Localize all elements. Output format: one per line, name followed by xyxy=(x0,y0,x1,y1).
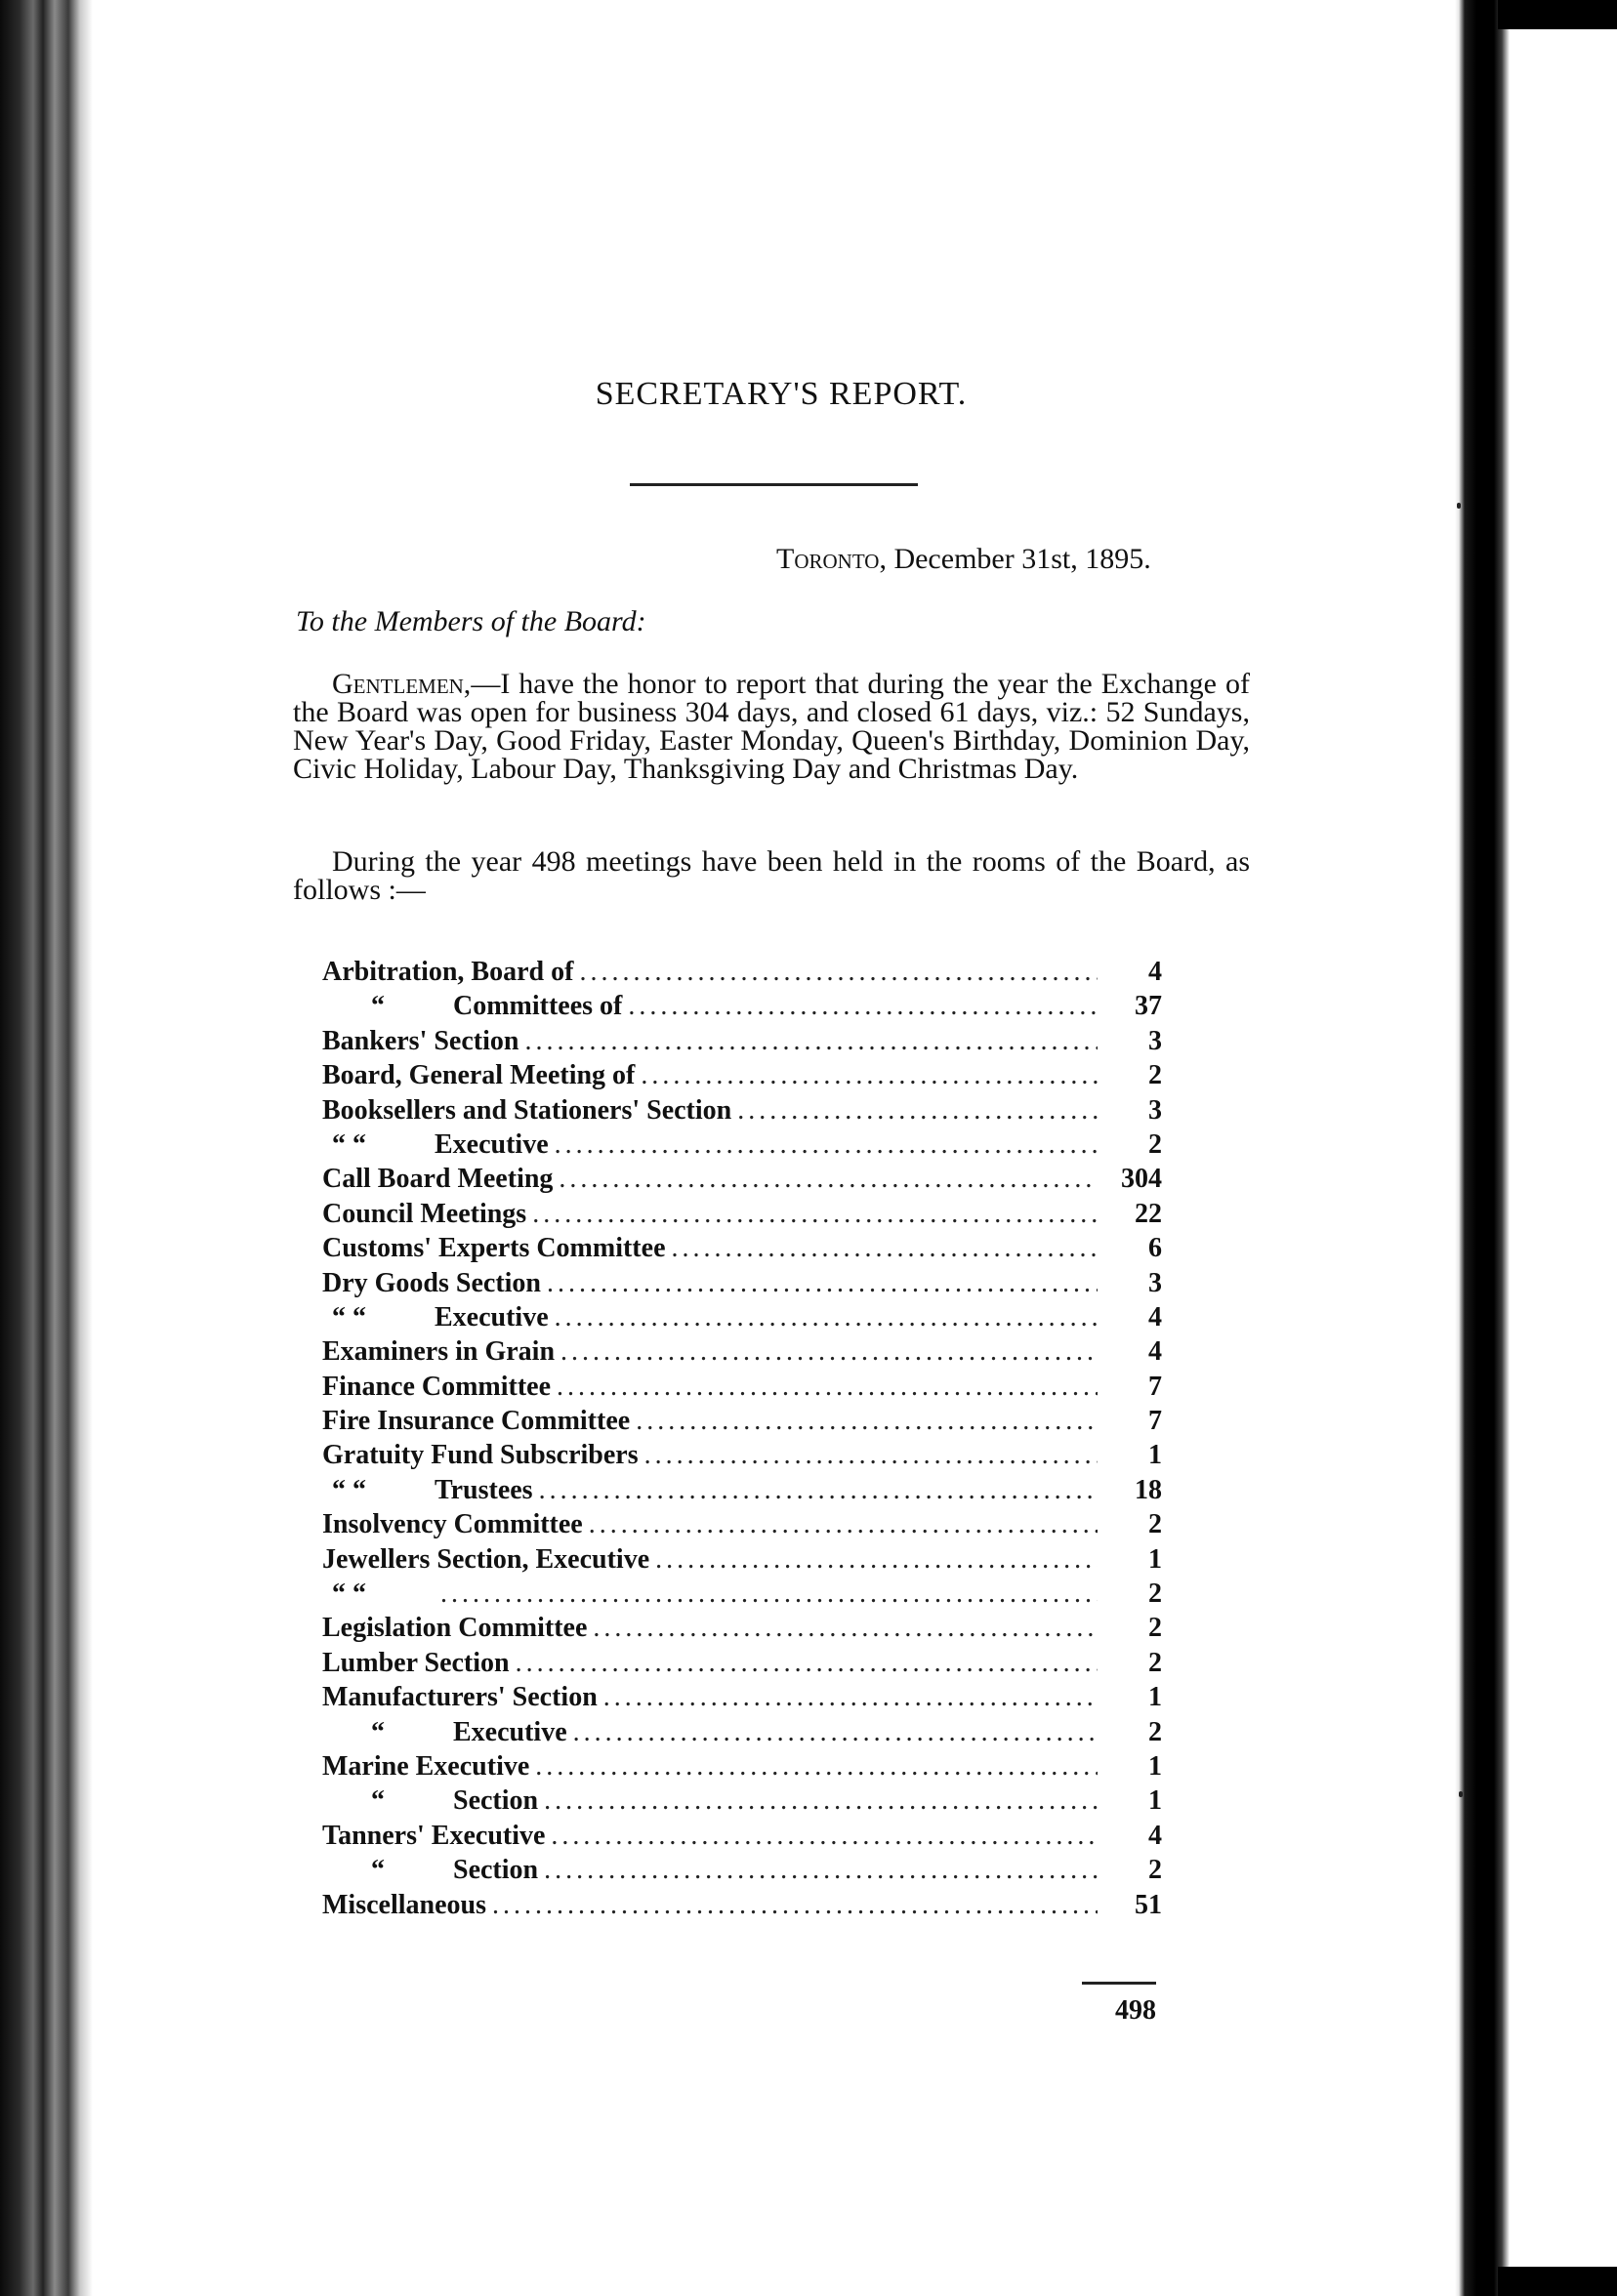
dot-leader xyxy=(579,957,1098,988)
meeting-count: 1 xyxy=(1148,1682,1162,1713)
meeting-row xyxy=(322,1648,1162,1682)
dot-leader xyxy=(524,1026,1098,1057)
meeting-count: 304 xyxy=(1121,1164,1162,1195)
meeting-count: 1 xyxy=(1148,1440,1162,1471)
meeting-count: 4 xyxy=(1148,1336,1162,1368)
meeting-label xyxy=(322,1648,510,1679)
dot-leader xyxy=(603,1682,1098,1713)
meeting-label xyxy=(322,1372,551,1403)
meeting-count: 1 xyxy=(1148,1785,1162,1817)
meeting-row xyxy=(322,1717,1162,1751)
meeting-label xyxy=(322,1095,731,1127)
dateline-city: Toronto xyxy=(776,543,880,575)
meeting-row xyxy=(322,1129,1162,1164)
ditto-mark: “ “ xyxy=(332,1578,366,1610)
meeting-count: 6 xyxy=(1148,1233,1162,1264)
dot-leader xyxy=(555,1129,1098,1161)
meeting-row xyxy=(322,991,1162,1025)
meeting-name: Finance Committee xyxy=(322,1371,552,1402)
meeting-row xyxy=(322,1751,1162,1785)
meeting-name: Executive xyxy=(435,1128,549,1160)
meeting-label xyxy=(322,1578,435,1610)
meeting-name: Board, General Meeting of xyxy=(322,1060,636,1091)
meeting-count: 3 xyxy=(1148,1094,1162,1126)
meeting-row xyxy=(322,1578,1162,1613)
meeting-count: 7 xyxy=(1148,1406,1162,1437)
meeting-name: Arbitration, Board of xyxy=(322,957,574,987)
meeting-label xyxy=(322,1406,630,1437)
dot-leader xyxy=(539,1475,1098,1506)
meeting-count: 18 xyxy=(1135,1474,1162,1505)
dot-leader xyxy=(535,1751,1098,1783)
paragraph-text: —I have the honor to report that during the year the Exchange of the Board was open for business 304 days, and closed 61 days, viz.: 52 Sundays, New Year's Day, Good Friday, Easter Monday, Queen's Birthday, Dominion Day, Civic Holiday, Labour Day, Thanksgiving Day and Christmas Day. xyxy=(293,668,1250,785)
report-paragraph-1 xyxy=(293,670,1250,783)
meeting-row xyxy=(322,1855,1162,1889)
scan-left-edge xyxy=(0,0,93,2296)
meeting-name: Fire Insurance Committee xyxy=(322,1406,631,1437)
meeting-name: Bankers' Section xyxy=(322,1025,519,1056)
meeting-name: Legislation Committee xyxy=(322,1613,588,1644)
meeting-label xyxy=(322,957,573,988)
meeting-label xyxy=(322,1302,549,1333)
meeting-row xyxy=(322,1026,1162,1060)
meeting-count: 51 xyxy=(1135,1889,1162,1920)
meeting-name: Gratuity Fund Subscribers xyxy=(322,1440,639,1471)
meeting-row xyxy=(322,1613,1162,1647)
meeting-row xyxy=(322,1785,1162,1820)
meeting-name: Customs' Experts Committee xyxy=(322,1233,666,1264)
meeting-label xyxy=(322,1164,553,1195)
total-rule xyxy=(1082,1982,1156,1985)
meeting-row xyxy=(322,1821,1162,1855)
dot-leader xyxy=(555,1302,1098,1333)
meeting-row xyxy=(322,1336,1162,1371)
meeting-count: 2 xyxy=(1148,1578,1162,1610)
meeting-row xyxy=(322,1406,1162,1440)
dot-leader xyxy=(557,1372,1098,1403)
meeting-name: Miscellaneous xyxy=(322,1889,486,1920)
meeting-row xyxy=(322,1509,1162,1543)
meeting-label xyxy=(322,1440,639,1471)
scan-right-edge xyxy=(1455,0,1617,2296)
meeting-count: 4 xyxy=(1148,1301,1162,1332)
ditto-mark: “ xyxy=(371,991,385,1022)
meeting-label xyxy=(322,1233,666,1264)
meeting-row xyxy=(322,1372,1162,1406)
scan-speck xyxy=(1457,503,1461,509)
meeting-label xyxy=(322,1785,538,1817)
scan-corner-top xyxy=(1498,0,1617,29)
meeting-count: 2 xyxy=(1148,1855,1162,1886)
salutation: To the Members of the Board: xyxy=(296,605,646,637)
meeting-label xyxy=(322,1890,486,1921)
meetings-list xyxy=(322,957,1162,1924)
meeting-row xyxy=(322,1544,1162,1578)
scan-speck xyxy=(1459,1791,1463,1797)
scan-corner-bottom xyxy=(1498,2267,1617,2296)
meeting-name: Dry Goods Section xyxy=(322,1267,541,1298)
meeting-row xyxy=(322,1890,1162,1924)
meeting-count: 2 xyxy=(1148,1716,1162,1747)
meeting-count: 2 xyxy=(1148,1128,1162,1160)
dot-leader xyxy=(644,1440,1098,1471)
meeting-row xyxy=(322,1060,1162,1094)
meeting-row xyxy=(322,1268,1162,1302)
dot-leader xyxy=(589,1509,1098,1540)
meeting-label xyxy=(322,1475,533,1506)
meeting-row xyxy=(322,1475,1162,1509)
dot-leader xyxy=(593,1613,1098,1644)
dot-leader xyxy=(559,1164,1098,1195)
meeting-label xyxy=(322,1821,545,1852)
dot-leader xyxy=(544,1785,1098,1817)
meeting-row xyxy=(322,1440,1162,1474)
dot-leader xyxy=(737,1095,1098,1127)
meeting-count: 37 xyxy=(1135,991,1162,1022)
meeting-count: 2 xyxy=(1148,1060,1162,1091)
meeting-count: 7 xyxy=(1148,1371,1162,1402)
title-rule xyxy=(630,483,918,486)
meeting-label xyxy=(322,1268,541,1299)
dot-leader xyxy=(641,1060,1098,1091)
meeting-count: 2 xyxy=(1148,1647,1162,1678)
ditto-mark: “ xyxy=(371,1785,385,1817)
dot-leader xyxy=(440,1578,1098,1610)
meeting-name: Council Meetings xyxy=(322,1198,527,1229)
ditto-mark: “ xyxy=(371,1855,385,1886)
meeting-name: Trustees xyxy=(435,1474,533,1505)
dot-leader xyxy=(655,1544,1098,1576)
meeting-label xyxy=(322,1336,555,1368)
dot-leader xyxy=(532,1199,1098,1230)
meeting-name: Executive xyxy=(435,1301,549,1332)
dateline xyxy=(776,543,1225,576)
dot-leader xyxy=(551,1821,1098,1852)
meeting-label xyxy=(322,1509,583,1540)
meeting-label xyxy=(322,1129,549,1161)
paragraph-lead: Gentlemen, xyxy=(332,668,472,700)
meeting-count: 2 xyxy=(1148,1509,1162,1540)
dot-leader xyxy=(672,1233,1099,1264)
meeting-label xyxy=(322,1751,529,1783)
meeting-row xyxy=(322,1302,1162,1336)
meeting-name: Insolvency Committee xyxy=(322,1509,583,1540)
meeting-count: 3 xyxy=(1148,1267,1162,1298)
dot-leader xyxy=(560,1336,1098,1368)
meeting-label xyxy=(322,1855,538,1886)
meeting-row xyxy=(322,1095,1162,1129)
meeting-row xyxy=(322,1682,1162,1716)
meeting-label xyxy=(322,1199,526,1230)
meeting-name: Call Board Meeting xyxy=(322,1164,554,1195)
meeting-name: Committees of xyxy=(453,991,623,1022)
meeting-name: Lumber Section xyxy=(322,1647,510,1678)
meeting-row xyxy=(322,957,1162,991)
dot-leader xyxy=(516,1648,1098,1679)
meeting-name: Booksellers and Stationers' Section xyxy=(322,1094,732,1126)
meeting-label xyxy=(322,1717,567,1748)
dot-leader xyxy=(628,991,1098,1022)
dot-leader xyxy=(492,1890,1098,1921)
meetings-total: 498 xyxy=(1115,1995,1156,2026)
meeting-label xyxy=(322,1613,587,1644)
meeting-count: 2 xyxy=(1148,1613,1162,1644)
meeting-name: Marine Executive xyxy=(322,1750,530,1782)
meeting-name: Manufacturers' Section xyxy=(322,1682,598,1713)
dot-leader xyxy=(547,1268,1098,1299)
ditto-mark: “ xyxy=(371,1716,385,1747)
meeting-label xyxy=(322,1026,518,1057)
meeting-row xyxy=(322,1199,1162,1233)
meeting-label xyxy=(322,1060,635,1091)
dot-leader xyxy=(544,1855,1098,1886)
meeting-count: 1 xyxy=(1148,1543,1162,1575)
meeting-label xyxy=(322,1544,649,1576)
dot-leader xyxy=(573,1717,1098,1748)
ditto-mark: “ “ xyxy=(332,1301,366,1332)
meeting-name: Section xyxy=(453,1785,539,1817)
ditto-mark: “ “ xyxy=(332,1128,366,1160)
meeting-count: 22 xyxy=(1135,1198,1162,1229)
dateline-date: , December 31st, 1895. xyxy=(879,543,1151,575)
meeting-name: Jewellers Section, Executive xyxy=(322,1543,650,1575)
meeting-row xyxy=(322,1233,1162,1267)
dot-leader xyxy=(636,1406,1098,1437)
meeting-count: 3 xyxy=(1148,1025,1162,1056)
page-title: SECRETARY'S REPORT. xyxy=(595,376,968,412)
report-paragraph-2: During the year 498 meetings have been held in the rooms of the Board, as follows :— xyxy=(293,845,1250,906)
meeting-count: 4 xyxy=(1148,1820,1162,1851)
meeting-row xyxy=(322,1164,1162,1198)
meeting-count: 4 xyxy=(1148,957,1162,987)
meeting-name: Section xyxy=(453,1855,539,1886)
meeting-name: Executive xyxy=(453,1716,567,1747)
meeting-count: 1 xyxy=(1148,1750,1162,1782)
meeting-label xyxy=(322,991,622,1022)
meeting-name: Tanners' Executive xyxy=(322,1820,546,1851)
meeting-label xyxy=(322,1682,598,1713)
meeting-name: Examiners in Grain xyxy=(322,1336,556,1368)
ditto-mark: “ “ xyxy=(332,1474,366,1505)
